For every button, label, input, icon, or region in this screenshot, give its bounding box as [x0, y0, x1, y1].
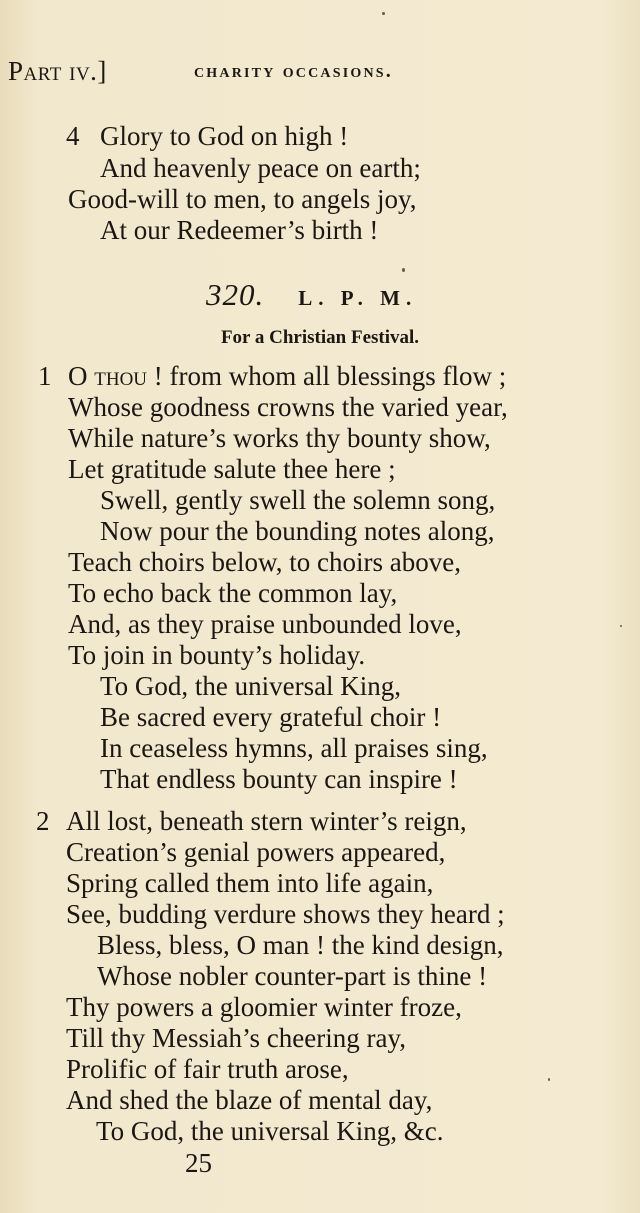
verse-line: Good-will to men, to angels joy, — [68, 184, 417, 214]
paper-speck — [382, 12, 385, 15]
paper-speck — [620, 625, 622, 627]
verse-line: Thy powers a gloomier winter froze, — [66, 992, 462, 1022]
page-number: 25 — [185, 1148, 212, 1178]
verse-line: In ceaseless hymns, all praises sing, — [100, 733, 488, 763]
verse-line: Whose goodness crowns the varied year, — [68, 392, 508, 422]
verse-line: Till thy Messiah’s cheering ray, — [66, 1023, 406, 1053]
verse-line: Teach choirs below, to choirs above, — [68, 547, 461, 577]
verse-line: Be sacred every grateful choir ! — [100, 702, 442, 732]
verse-line: Whose nobler counter-part is thine ! — [97, 961, 488, 991]
verse-line: To God, the universal King, &c. — [96, 1116, 444, 1146]
section-title: charity occasions. — [194, 60, 393, 82]
running-head — [8, 56, 628, 92]
verse-line: See, budding verdure shows they heard ; — [66, 899, 505, 929]
verse-line: All lost, beneath stern winter’s reign, — [66, 806, 467, 836]
verse-line: While nature’s works thy bounty show, — [68, 423, 491, 453]
verse-line-first — [68, 360, 506, 392]
verse-line: At our Redeemer’s birth ! — [100, 215, 379, 245]
verse-line: Prolific of fair truth arose, — [66, 1054, 349, 1084]
verse-line: To echo back the common lay, — [68, 578, 398, 608]
verse-line: And shed the blaze of mental day, — [66, 1085, 433, 1115]
verse-line: Bless, bless, O man ! the kind design, — [97, 930, 504, 960]
verse-line: Glory to God on high ! — [100, 121, 349, 151]
verse-line: To join in bounty’s holiday. — [68, 640, 366, 670]
verse-line: And, as they praise unbounded love, — [68, 609, 462, 639]
verse-line: Spring called them into life again, — [66, 868, 434, 898]
verse-line: Swell, gently swell the solemn song, — [100, 485, 496, 515]
verse-line: Let gratitude salute thee here ; — [68, 454, 396, 484]
stanza-number: 1 — [38, 361, 52, 391]
hymn-occasion: For a Christian Festival. — [220, 327, 420, 348]
verse-line: Now pour the bounding notes along, — [100, 516, 495, 546]
hymn-number: 320. — [206, 277, 265, 312]
stanza-number: 4 — [66, 121, 80, 151]
verse-line: To God, the universal King, — [100, 671, 402, 701]
part-label: Part iv.] — [8, 56, 107, 86]
verse-line-rest: ! from whom all blessings flow ; — [153, 361, 507, 391]
stanza-number: 2 — [36, 806, 50, 836]
paper-speck — [402, 268, 405, 272]
verse-line: Creation’s genial powers appeared, — [66, 837, 446, 867]
hymn-heading — [206, 277, 417, 313]
hymn-meter: L. P. M. — [298, 286, 418, 310]
verse-line: And heavenly peace on earth; — [100, 153, 421, 183]
verse-line: That endless bounty can inspire ! — [100, 764, 458, 794]
opening-words: O thou — [68, 361, 148, 391]
paper-speck — [548, 1078, 550, 1081]
